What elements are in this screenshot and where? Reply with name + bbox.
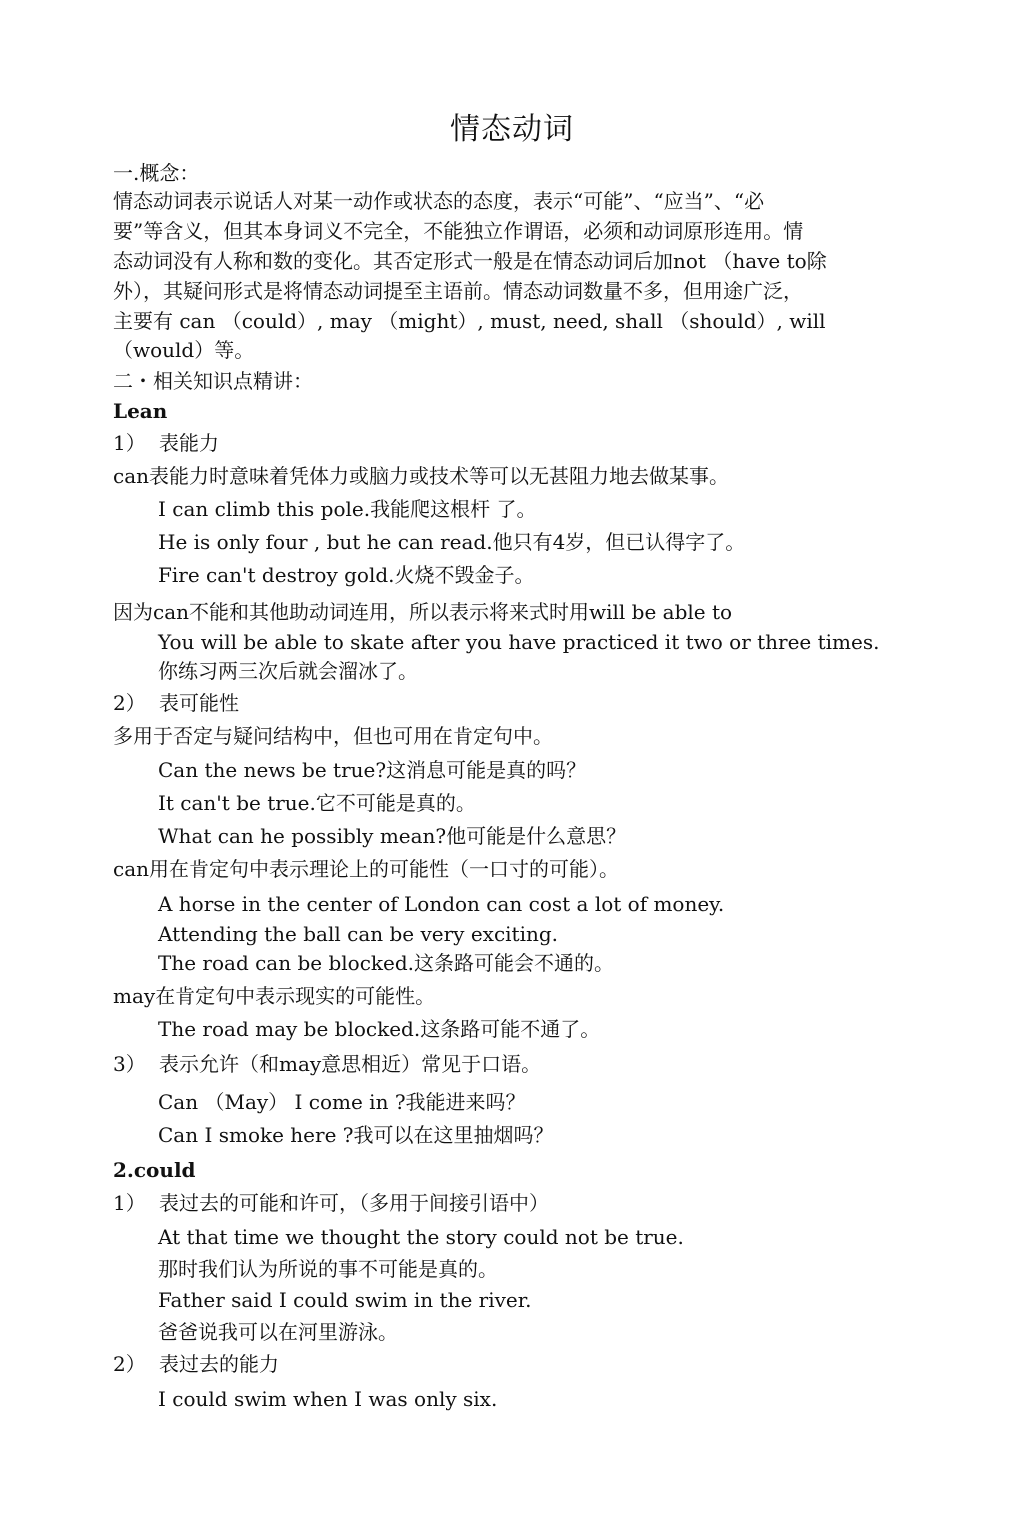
item-label: 表过去的能力 <box>159 1352 279 1376</box>
paragraph-line: 态动词没有人称和数的变化。其否定形式一般是在情态动词后加not （have to除 <box>113 249 827 273</box>
example-line: 你练习两三次后就会溜冰了。 <box>158 659 418 683</box>
page-title: 情态动词 <box>450 112 574 147</box>
numbered-heading <box>113 1051 541 1077</box>
example-line: Fire can't destroy gold.火烧不毁金子。 <box>158 563 535 587</box>
numbered-heading <box>113 1190 549 1216</box>
paragraph-line: 主要有 can （could）, may （might）, must, need, shall （should）, will <box>113 309 826 333</box>
example-line: I could swim when I was only six. <box>158 1387 498 1411</box>
example-line: 那时我们认为所说的事不可能是真的。 <box>158 1257 498 1281</box>
paragraph-line: may在肯定句中表示现实的可能性。 <box>113 984 436 1008</box>
item-label: 表可能性 <box>159 691 239 715</box>
example-line: The road may be blocked.这条路可能不通了。 <box>158 1017 601 1041</box>
item-label: 表示允许（和may意思相近）常见于口语。 <box>159 1052 542 1076</box>
paragraph-line: 要”等含义，但其本身词义不完全，不能独立作谓语，必须和动词原形连用。情 <box>113 219 804 243</box>
example-line: A horse in the center of London can cost a lot of money. <box>158 892 725 916</box>
subsection-heading: 2.could <box>113 1158 196 1182</box>
example-line: Attending the ball can be very exciting. <box>158 922 559 946</box>
example-line: At that time we thought the story could not be true. <box>158 1225 684 1249</box>
example-line: It can't be true.它不可能是真的。 <box>158 791 476 815</box>
item-number: 1） <box>113 1191 146 1215</box>
section-heading: 二・相关知识点精讲： <box>113 369 313 393</box>
example-line: You will be able to skate after you have practiced it two or three times. <box>158 630 880 654</box>
paragraph-line: 外），其疑问形式是将情态动词提至主语前。情态动词数量不多，但用途广泛， <box>113 279 803 303</box>
example-line: Can the news be true?这消息可能是真的吗？ <box>158 758 587 782</box>
item-label: 表能力 <box>159 431 219 455</box>
paragraph-line: 情态动词表示说话人对某一动作或状态的态度，表示“可能”、“应当”、“必 <box>113 189 765 213</box>
example-line: What can he possibly mean?他可能是什么意思？ <box>158 824 627 848</box>
item-number: 2） <box>113 1352 146 1376</box>
subsection-heading: Lean <box>113 399 168 423</box>
numbered-heading <box>113 690 239 716</box>
example-line: He is only four , but he can read.他只有4岁，但已认得字了。 <box>158 530 746 554</box>
item-label: 表过去的可能和许可，（多用于间接引语中） <box>159 1191 549 1215</box>
item-number: 3） <box>113 1052 146 1076</box>
example-line: Can （May） I come in ?我能进来吗？ <box>158 1090 526 1114</box>
section-heading: 一.概念： <box>113 161 200 185</box>
example-line: The road can be blocked.这条路可能会不通的。 <box>158 951 615 975</box>
example-line: I can climb this pole.我能爬这根杆 了。 <box>158 497 537 521</box>
numbered-heading <box>113 430 219 456</box>
paragraph-line: can表能力时意味着凭体力或脑力或技术等可以无甚阻力地去做某事。 <box>113 464 730 488</box>
item-number: 2） <box>113 691 146 715</box>
item-number: 1） <box>113 431 146 455</box>
paragraph-line: can用在肯定句中表示理论上的可能性（一口寸的可能）。 <box>113 857 620 881</box>
example-line: Father said I could swim in the river. <box>158 1288 532 1312</box>
example-line: Can I smoke here ?我可以在这里抽烟吗？ <box>158 1123 554 1147</box>
paragraph-line: 多用于否定与疑问结构中，但也可用在肯定句中。 <box>113 724 553 748</box>
numbered-heading <box>113 1351 279 1377</box>
paragraph-line: 因为can不能和其他助动词连用，所以表示将来式时用will be able to <box>113 600 733 624</box>
example-line: 爸爸说我可以在河里游泳。 <box>158 1320 398 1344</box>
paragraph-line: （would）等。 <box>113 338 255 362</box>
